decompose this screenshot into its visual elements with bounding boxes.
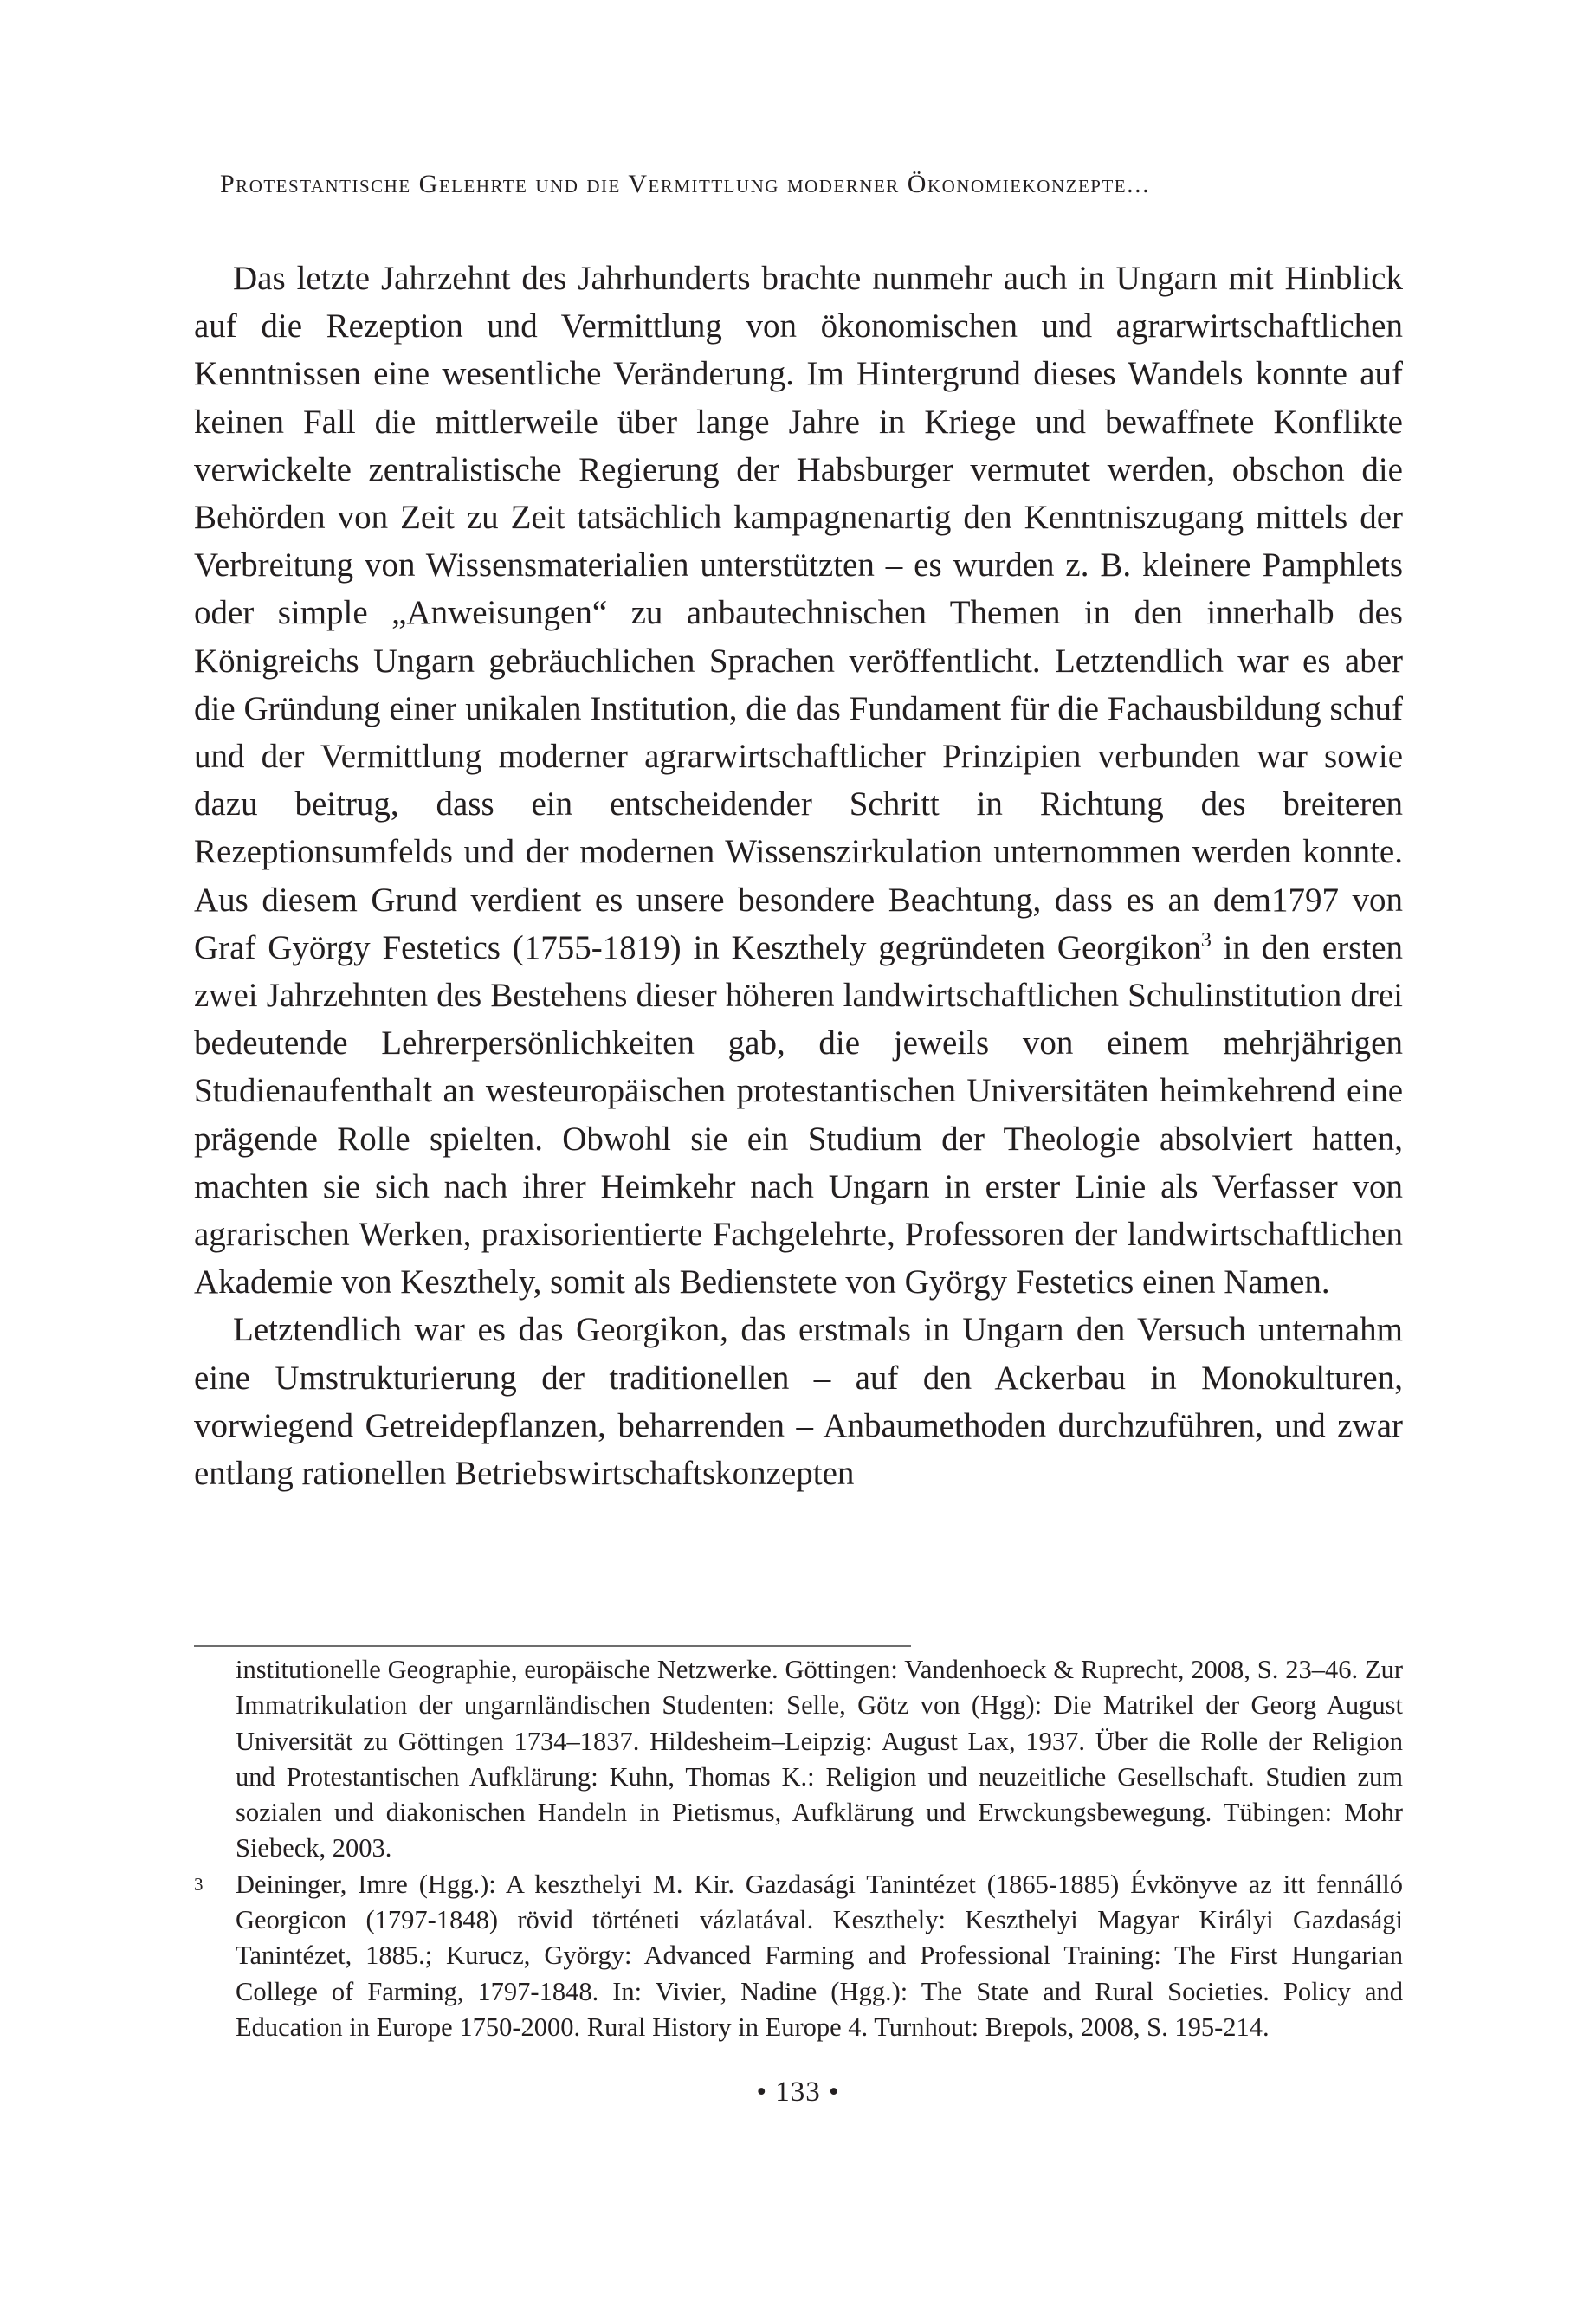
footnote-text: institutionelle Geographie, europäische Netzwerke. Göttingen: Vandenhoeck & Ruprecht, 2008, S. 23–46. Zur Immatrikulation der ungarnländischen Studenten: Selle, Götz von (Hgg): Die Matrikel der Georg August Universität zu Göttingen 1734–1837. Hildesheim–Leipzig: August Lax, 1937. Über die Rolle der Religion und Protestantischen Aufklärung: Kuhn, Thomas K.: Religion und neuzeitliche Gesellschaft. Studien zum sozialen und diakonischen Handeln in Pietismus, Aufklärung und Erwckungsbewegung. Tübingen: Mohr Siebeck, 2003.	[236, 1655, 1403, 1863]
paragraph-1-text: Das letzte Jahrzehnt des Jahrhunderts brachte nunmehr auch in Ungarn mit Hinblick auf die Rezeption und Vermittlung von ökonomischen und agrarwirtschaftlichen Kenntnissen eine wesentliche Veränderung. Im Hintergrund dieses Wandels konnte auf keinen Fall die mittlerweile über lange Jahre in Kriege und bewaffnete Konflikte verwickelte zentralistische Regierung der Habsburger vermutet werden, obschon die Behörden von Zeit zu Zeit tatsächlich kampagnenartig den Kenntniszugang mittels der Verbreitung von Wissensmaterialien unterstützten – es wurden z. B. kleinere Pamphlets oder simple „Anweisungen“ zu anbautechnischen Themen in den innerhalb des Königreichs Ungarn gebräuchlichen Sprachen veröffentlicht. Letztendlich war es aber die Gründung einer unikalen Institution, die das Fundament für die Fachausbildung schuf und der Vermittlung moderner agrarwirtschaftlicher Prinzipien verbunden war sowie dazu beitrug, dass ein entscheidender Schritt in Richtung des breiteren Rezeptionsumfelds und der modernen Wissenszirkulation unternommen werden konnte. Aus diesem Grund verdient es unsere besondere Beachtung, dass es an dem1797 von Graf György Festetics (1755-1819) in Keszthely gegründeten Georgikon	[194, 260, 1403, 966]
paragraph-1-text-continued: in den ersten zwei Jahrzehnten des Bestehens dieser höheren landwirtschaftlichen Schulinstitution drei bedeutende Lehrerpersönlichkeiten gab, die jeweils von einem mehrjährigen Studienaufenthalt an westeuropäischen protestantischen Universitäten heimkehrend eine prägende Rolle spielten. Obwohl sie ein Studium der Theologie absolviert hatten, machten sie sich nach ihrer Heimkehr nach Ungarn in erster Linie als Verfasser von agrarischen Werken, praxisorientierte Fachgelehrte, Professoren der landwirtschaftlichen Akademie von Keszthely, somit als Bedienstete von György Festetics einen Namen.	[194, 928, 1404, 1301]
footnote-continued	[194, 1652, 1403, 1867]
running-head: Protestantische Gelehrte und die Vermittlung moderner Ökonomiekonzepte...	[220, 170, 1151, 198]
footnote-number: 3	[194, 1873, 204, 1895]
paragraph-1	[194, 255, 1403, 1306]
footnote-reference-3: 3	[1200, 928, 1212, 952]
paragraph-2: Letztendlich war es das Georgikon, das erstmals in Ungarn den Versuch unternahm eine Umstrukturierung der traditionellen – auf den Ackerbau in Monokulturen, vorwiegend Getreidepflanzen, beharrenden – Anbaumethoden durchzuführen, und zwar entlang rationellen Betriebswirtschaftskonzepten	[194, 1311, 1403, 1493]
page-number: • 133 •	[756, 2076, 840, 2108]
footnote-3	[194, 1867, 1403, 2045]
footnote-text: Deininger, Imre (Hgg.): A keszthelyi M. Kir. Gazdasági Tanintézet (1865-1885) Évkönyve az itt fennálló Georgicon (1797-1848) rövid történeti vázlatával. Keszthely: Keszthelyi Magyar Királyi Gazdasági Tanintézet, 1885.; Kurucz, György: Advanced Farming and Professional Training: The First Hungarian College of Farming, 1797-1848. In: Vivier, Nadine (Hgg.): The State and Rural Societies. Policy and Education in Europe 1750-2000. Rural History in Europe 4. Turnhout: Brepols, 2008, S. 195-214.	[236, 1869, 1403, 2042]
footnote-separator-rule	[194, 1645, 911, 1647]
footnotes	[194, 1652, 1403, 2045]
main-text	[194, 255, 1403, 1497]
